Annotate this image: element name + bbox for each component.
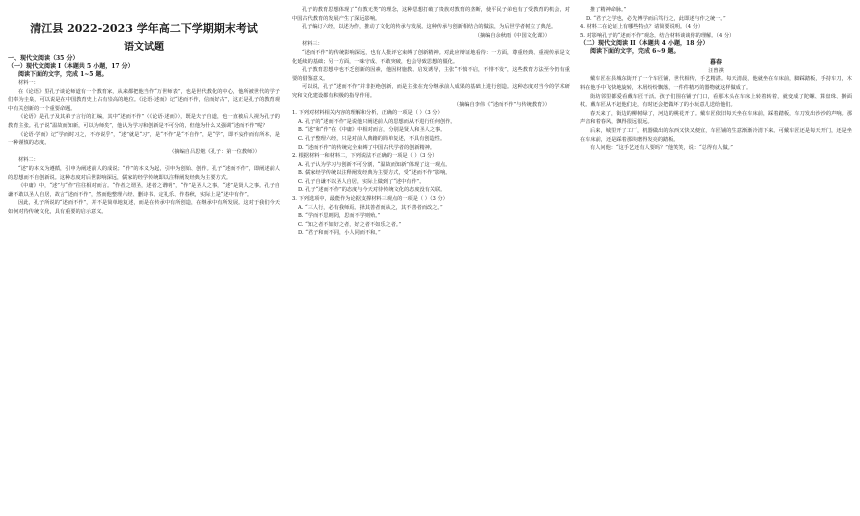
paragraph: 街坊邻里都爱看戴车匠干活。孩子们围在铺子门口，看那木头在车床上转着转着，就变成了陀螺、算盘珠、擀面杖。戴车匠从不赶他们走，有时还会把做坏了的小玩意儿送给他们。 [580, 93, 852, 109]
source-citation: （摘编自余秋雨《中国文化课》） [474, 32, 550, 39]
paragraph: 孔子的教育思想体现了“有教无类”的理念，这种思想打破了贵族对教育的垄断，使平民子弟也有了受教育的机会，对中国古代教育的发展产生了深远影响。 [292, 7, 570, 22]
paragraph: 《中庸》中，“述”与“作”往往相对而言。“作者之谓圣，述者之谓明”，“作”是圣人之事，“述”是贤人之事。孔子自谦不敢以圣人自居，故言“述而不作”，然而他整理六经、删诗书、定礼乐、作春秋，实际上是“述中有作”。 [8, 183, 280, 198]
option-d: D. “君子和而不同，小人同而不和。” [298, 230, 381, 237]
material-label: 材料一： [18, 80, 39, 86]
column-middle [292, 6, 570, 516]
subsection-heading: （一）现代文阅读 I（本题共 5 小题，17 分） [8, 63, 134, 70]
paragraph: 后来，城里开了工厂，机器做出的东西又快又便宜，车匠铺的生意渐渐冷清下来。可戴车匠还是每天开门，还是坐在车床前，还是踩着那块磨得发亮的踏板。 [580, 127, 852, 143]
question-3: 3. 下列选项中，最能作为论据支撑材料三观点的一项是（ ）（3 分） [292, 196, 448, 203]
subsection-heading: （二）现代文阅读 II（本题共 4 小题，18 分） [580, 40, 709, 48]
column-right [580, 6, 852, 516]
question-5: 5. 对影响孔子的“述而不作”观念，结合材料谈谈你的理解。（4 分） [580, 32, 735, 39]
paragraph: “述”的本义为遵循，引申为阐述前人的成说；“作”的本义为起，引申为创始、创作。孔子“述而不作”，即阐述前人的思想而不自创新说。这种态度对后世影响深远，儒家的经学传统即以注释阐发经典为主要方式。 [8, 165, 280, 181]
paragraph: 《论语·学而》记“学而时习之，不亦说乎”，“述”就是“习”，是“不作”是“不自作”，是“学”，即不妄作而有所本，是一种谨慎的态度。 [8, 131, 280, 147]
paragraph: 在《论语》里孔子谈论师道有一个教育家，从来都把他当作“万世师表”，也是世代教化的中心，他所被世代的学子们奉为圭臬，可以说是在中国教育史上占有崇高的地位。《论语·述而》记“述而不作，信而好古”，这正是孔子的教育观中有关创新的一个重要命题。 [8, 88, 280, 112]
source-citation: （摘编自李伟《“述而不作”与传统教育》） [453, 101, 550, 108]
material-label: 材料三： [302, 41, 323, 48]
section-heading: 一、现代文阅读（35 分） [8, 55, 79, 62]
paragraph: 推了精神命脉。” [590, 7, 627, 13]
question-2: 2. 根据材料一和材料二，下列说法不正确的一项是（ ）（3 分） [292, 153, 438, 160]
paragraph: 有人问他：“这手艺还有人要吗？”他笑笑，说：“总得有人做。” [590, 145, 733, 152]
paragraph: 春天来了，街边的柳树绿了，河边的桃花开了。戴车匠依旧每天坐在车床前，踩着踏板，车刀发出沙沙的声响。那声音和着春风，飘得很远很远。 [580, 110, 852, 126]
story-title: 暮春 [709, 59, 722, 67]
paragraph: 孔子编订六经，以述为作，推动了文化的传承与发展。这种传承与创新相结合的做法，为后世学者树立了典范。 [302, 24, 557, 31]
subsection-instruction: 阅读下面的文字，完成 1~5 题。 [18, 71, 108, 78]
option-b: B. “述”和“作”在《中庸》中相对而言，分别是贤人和圣人之事。 [298, 127, 446, 134]
paragraph: 因此，孔子所说的“述而不作”，并不是简单地复述，而是在传承中有所创造，在继承中有所发展。这对于我们今天如何对待传统文化，具有重要的启示意义。 [8, 200, 280, 215]
question-1: 1. 下列对材料相关内容的理解和分析，正确的一项是（ ）（3 分） [292, 110, 443, 117]
source-citation: （摘编自吕思勉《孔子：第一位教师》） [169, 148, 260, 155]
paragraph: 《论语》是孔子及其弟子言行的汇编，其中“述而不作”（《论语·述而》），既是夫子自道，也一直被后人视为孔子的教育主张。孔子说“温故而知新，可以为师矣”，他认为学习和创新是不可分的，但他为什么又强调“述而不作”呢？ [8, 114, 280, 129]
exam-subtitle: 语文试题 [124, 42, 164, 53]
paragraph: 孔子教育思想中也不乏创新的因素，他因材施教、启发诱导，主张“不愤不启，不悱不发”，这些教育方法至今仍有重要的借鉴意义。 [292, 67, 570, 82]
option-a: A. 孔子认为学习与创新不可分割，“温故而知新”体现了这一观点。 [298, 161, 451, 168]
option-d: D. “述而不作”的传统完全束缚了中国古代学者的创新精神。 [298, 144, 436, 151]
option-b: B. 儒家经学传统以注释阐发经典为主要方式，受“述而不作”影响。 [298, 170, 451, 177]
option-c: C. 孔子整理六经，只是对前人典籍的简单复述，不具有创造性。 [298, 135, 446, 142]
question-4: 4. 材料二在论证上有哪些特点？请简要说明。（4 分） [580, 24, 704, 31]
option-a: A. 孔子的“述而不作”是说他只阐述前人的思想而从不进行任何创作。 [298, 118, 456, 125]
subsection-instruction: 阅读下面的文字，完成 6~9 题。 [590, 48, 680, 56]
option-a: A. “三人行，必有我师焉。择其善者而从之，其不善者而改之。” [298, 204, 443, 211]
option-b: B. “学而不思则罔，思而不学则殆。” [298, 213, 381, 220]
column-left [8, 6, 280, 516]
option-d: D. “君子之学也，必先博学而后笃行之，此即述与作之统一。” [586, 15, 726, 22]
paragraph: 可以说，孔子“述而不作”并非拒绝创新，而是主张在充分继承前人成果的基础上进行创造。这种态度对当今的学术研究和文化建设都有积极的指导作用。 [292, 84, 570, 99]
story-author: 汪曾祺 [708, 68, 724, 75]
exam-title: 清江县 2022-2023 学年高二下学期期末考试 [30, 22, 258, 35]
paragraph: 戴车匠在县城东街开了一个车匠铺，世代相传，手艺精湛。每天清晨，他就坐在车床前，脚踩踏板，手持车刀，木料在他手中飞快地旋转，木屑纷纷飘落，一件件精巧的器物就这样做成了。 [580, 76, 852, 91]
option-c: C. 孔子自谦不以圣人自居，实际上做到了“述中有作”。 [298, 178, 425, 185]
paragraph: “述而不作”的传统影响深远，也有人批评它束缚了创新精神。对此应辩证地看待：一方面，尊重经典、重视传承是文化延续的基础；另一方面，一味守成、不敢突破，也会导致思想的僵化。 [292, 49, 570, 65]
option-c: C. “知之者不如好之者，好之者不如乐之者。” [298, 221, 402, 228]
option-d: D. 孔子“述而不作”的态度与今天对待传统文化的态度没有关联。 [298, 187, 446, 194]
material-label: 材料二： [18, 157, 39, 164]
